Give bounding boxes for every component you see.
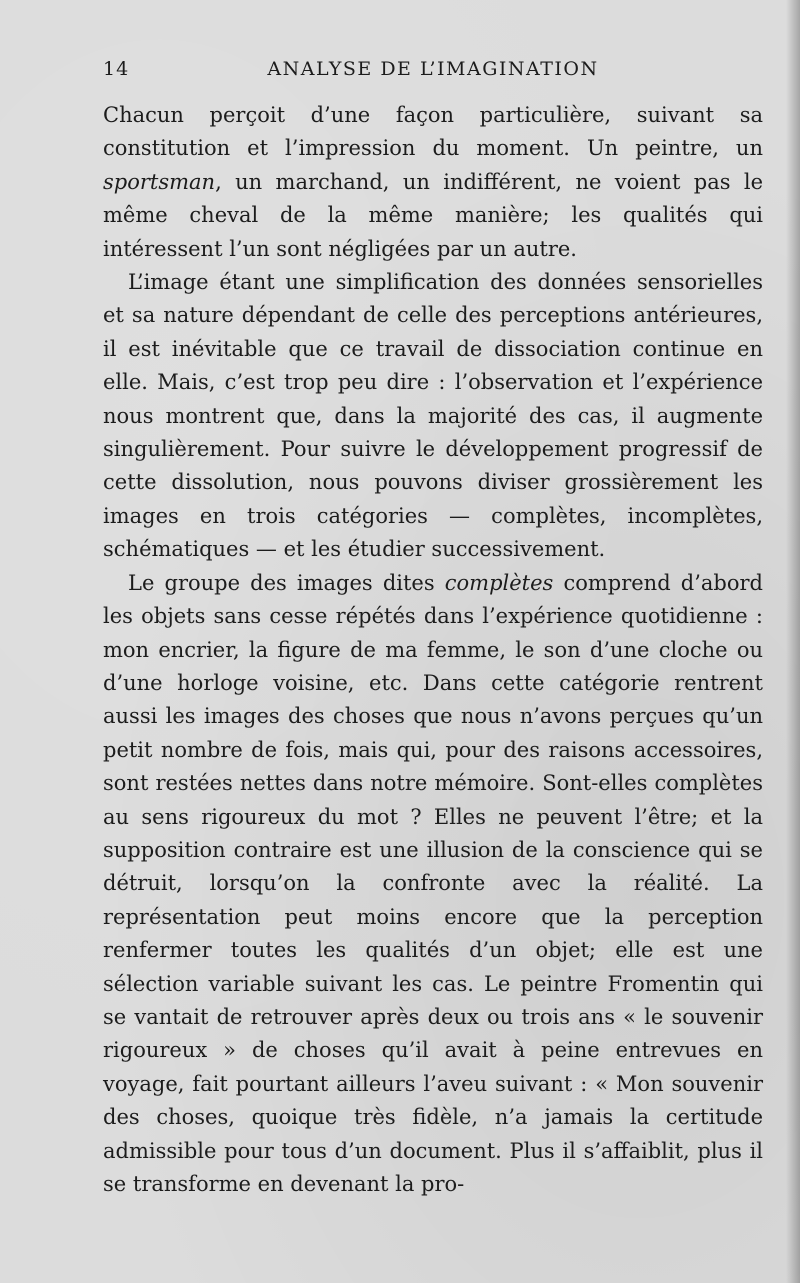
text-segment: Le groupe des images dites	[128, 570, 445, 595]
paragraph	[103, 266, 763, 567]
text-segment: comprend d’abord les objets sans cesse répétés dans l’expérience quotidienne : mon encrier, la figure de ma femme, le son d’une cloche ou d’une horloge voisine, etc. Dans cette catégorie rentrent aussi les images des choses que nous n’avons perçues qu’un petit nombre de fois, mais qui, pour des raisons accessoires, sont restées nettes dans notre mémoire. Sont-elles complètes au sens rigoureux du mot ? Elles ne peuvent l’être; et la supposition contraire est une illusion de la conscience qui se détruit, lorsqu’on la confronte avec la réalité. La représentation peut moins encore que la perception renfermer toutes les qualités d’un objet; elle est une sélection variable suivant les cas. Le peintre Fromentin qui se vantait de retrouver après deux ou trois ans « le souvenir rigoureux » de choses qu’il avait à peine entrevues en voyage, fait pourtant ailleurs l’aveu suivant : « Mon souvenir des choses, quoique très fidèle, n’a jamais la certitude admissible pour tous d’un document. Plus il s’affaiblit, plus il se transforme en devenant la pro-	[103, 570, 763, 1196]
body-text	[103, 99, 763, 1201]
italic-term: sportsman	[103, 169, 216, 194]
page-number: 14	[103, 58, 130, 80]
running-head: ANALYSE DE L’IMAGINATION	[267, 58, 599, 80]
paragraph	[103, 567, 763, 1202]
text-segment: Chacun perçoit d’une façon particulière, suivant sa constitution et l’impression du moment. Un peintre, un	[103, 103, 763, 161]
text-segment: L’image étant une simplification des données sensorielles et sa nature dépendant de celle des perceptions antérieures, il est inévitable que ce travail de dissociation continue en elle. Mais, c’est trop peu dire : l’observation et l’expérience nous montrent que, dans la majorité des cas, il augmente singulièrement. Pour suivre le développement progressif de cette dissolution, nous pouvons diviser grossièrement les images en trois catégories — complètes, incomplètes, schématiques — et les étudier successivement.	[103, 270, 763, 562]
paragraph	[103, 99, 763, 266]
text-segment: , un marchand, un indifférent, ne voient pas le même cheval de la même manière; les qualités qui intéressent l’un sont négligées par un autre.	[103, 169, 763, 261]
page-edge-shadow	[786, 0, 800, 1283]
italic-term: complètes	[444, 570, 554, 595]
page-header	[103, 58, 763, 88]
